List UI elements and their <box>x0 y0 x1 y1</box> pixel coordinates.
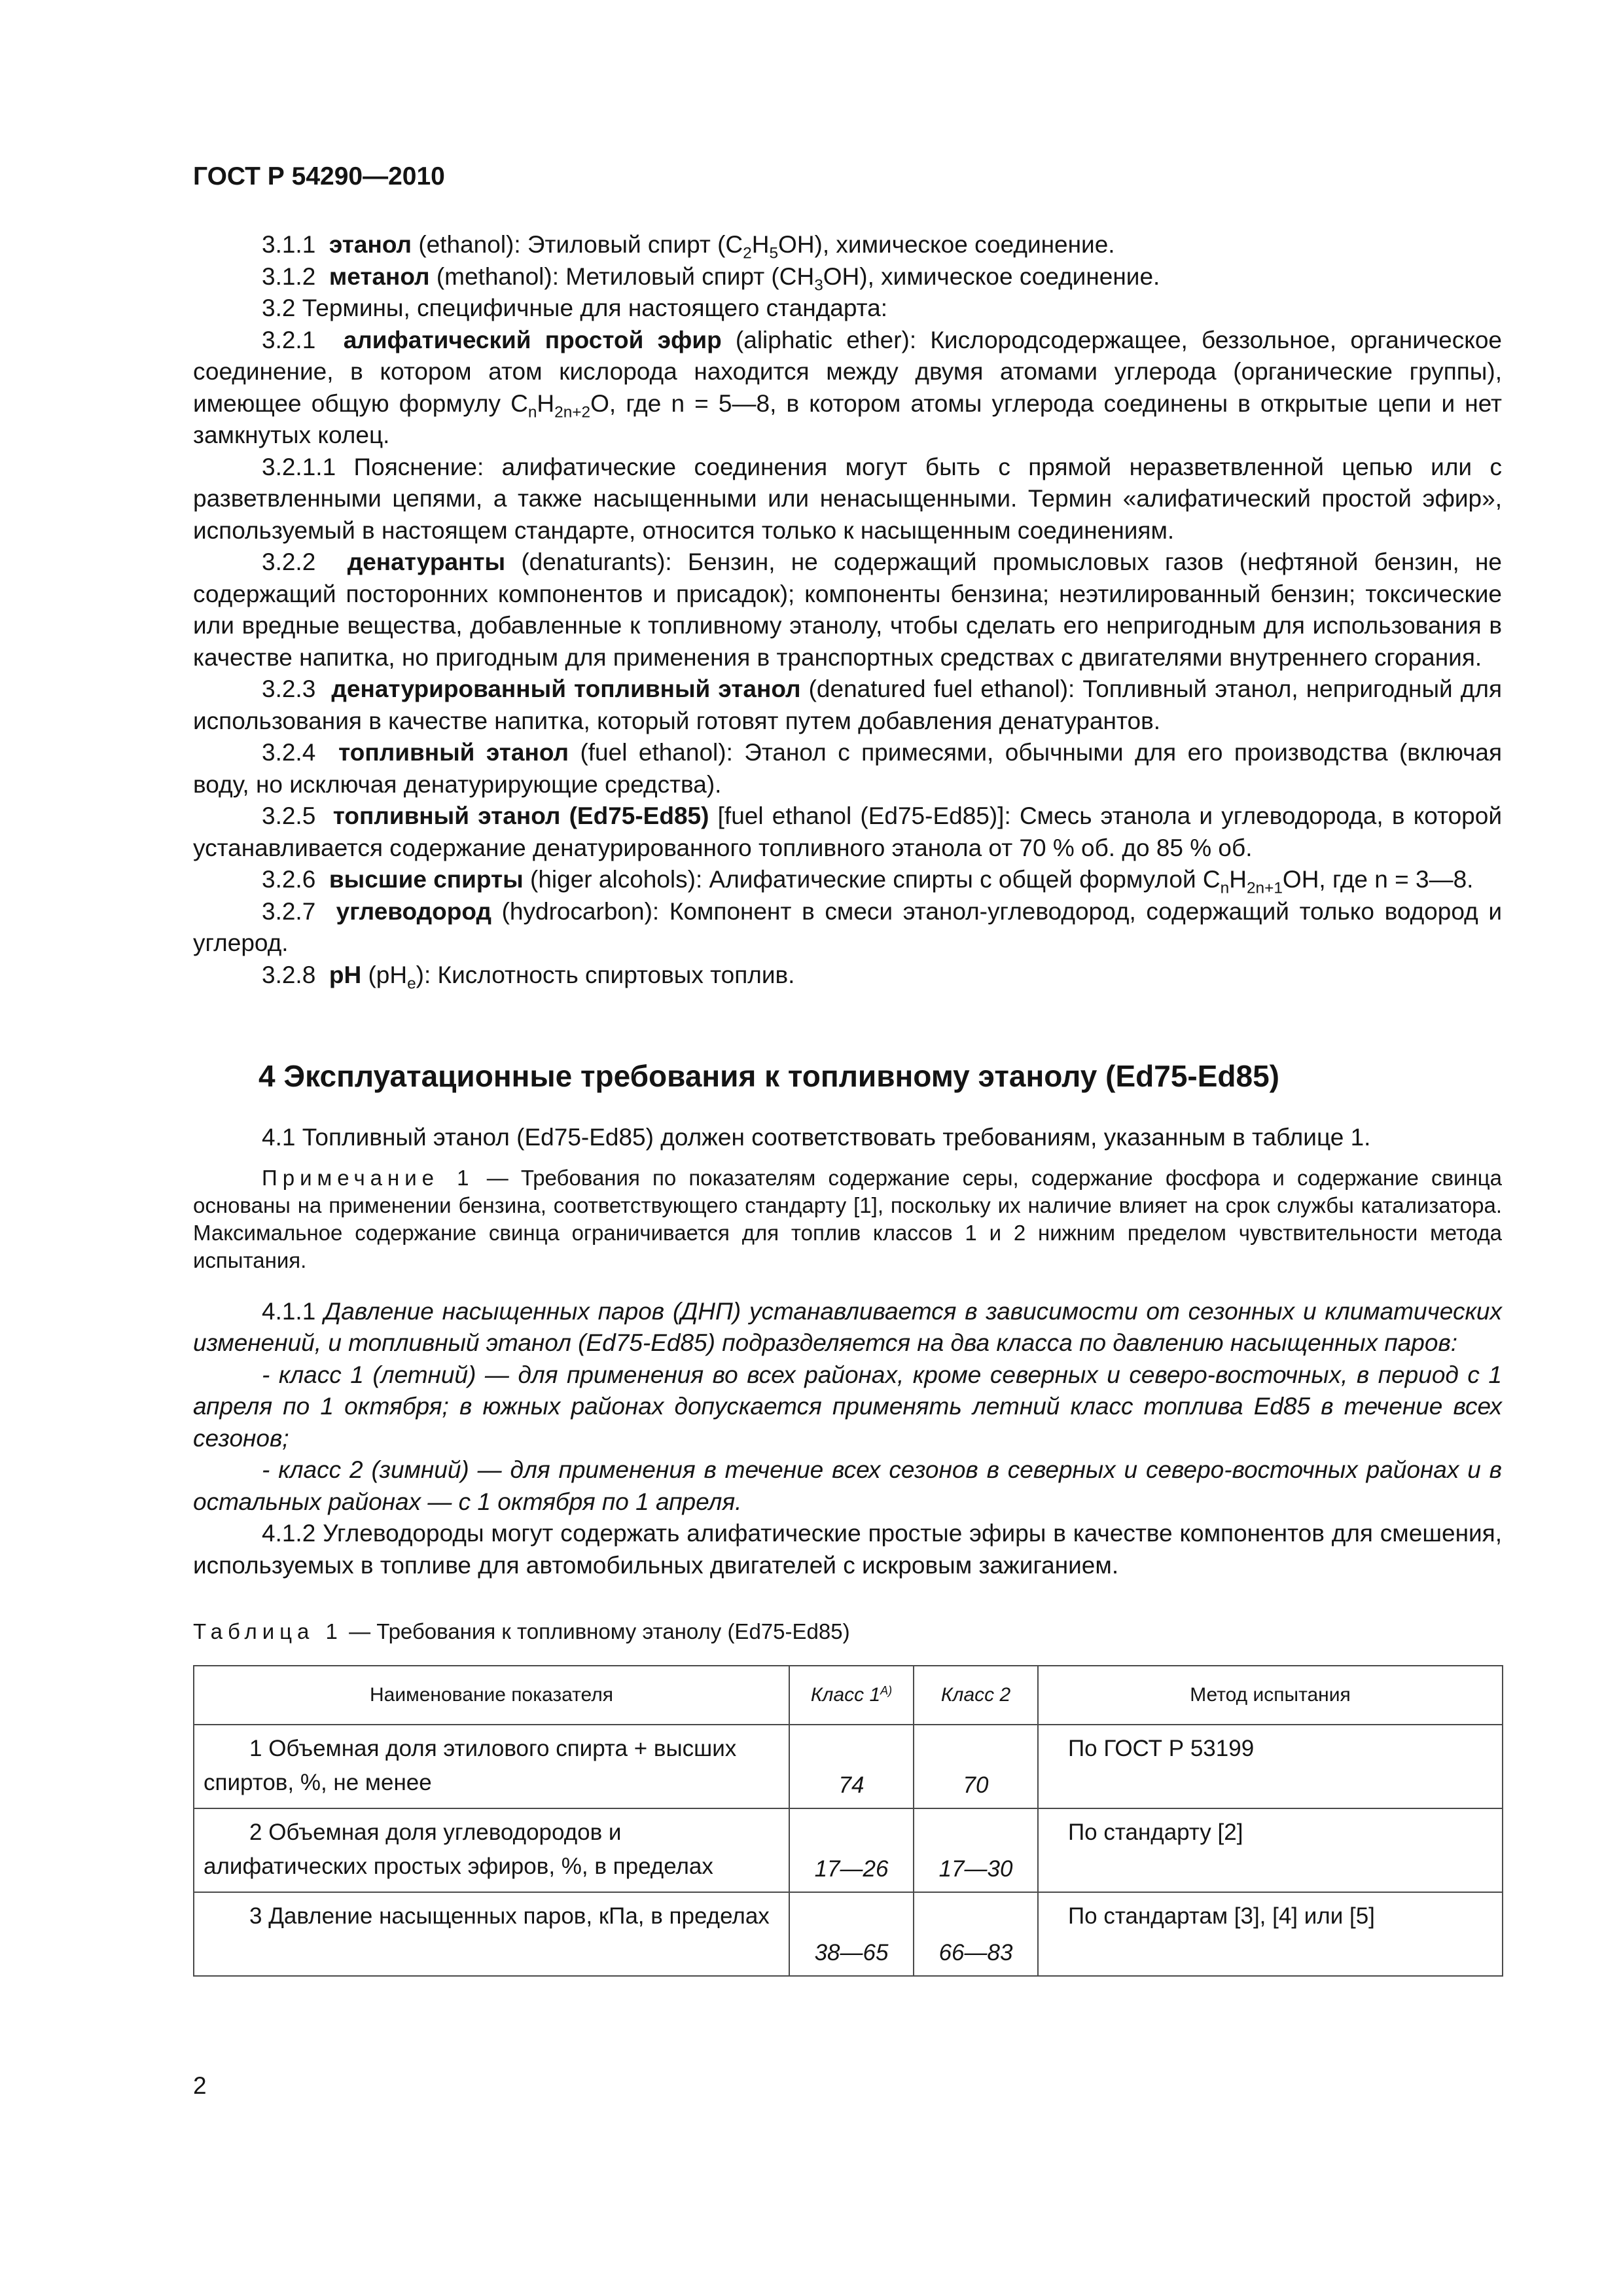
row-class-1: 38—65 <box>789 1892 914 1976</box>
table-row <box>194 1725 1503 1808</box>
paragraph-4-1-1: 4.1.1 Давление насыщенных паров (ДНП) устанавливается в зависимости от сезонных и климатических изменений, и топливный этанол (Ed75-Ed85) подразделяется на два класса по давлению насыщенных паров: <box>193 1297 1502 1356</box>
row-class-2: 17—30 <box>914 1808 1038 1892</box>
paragraph-4-1: 4.1 Топливный этанол (Ed75-Ed85) должен соответствовать требованиям, указанным в таблице 1. <box>262 1124 1371 1151</box>
paragraph-3-1-1: 3.1.1 этанол (ethanol): Этиловый спирт $(C_2H_5OH)$, химическое соединение. <box>262 231 1115 262</box>
paragraph-3-2-3: 3.2.3 денатурированный топливный этанол (denatured fuel ethanol): Топливный этанол, непригодный для использования в качестве напитка, который готовят путем добавления денатурантов. <box>193 675 1502 734</box>
row-method: По стандарту [2] <box>1038 1808 1503 1892</box>
paragraph-3-2-6: 3.2.6 высшие спирты (higer alcohols): Алифатические спирты с общей формулой $C_nH_{2n+1}OH$, где n = 3—8. <box>262 866 1474 897</box>
table-row <box>194 1808 1503 1892</box>
header-name: Наименование показателя <box>194 1666 789 1725</box>
row-method: По ГОСТ Р 53199 <box>1038 1725 1503 1808</box>
term-denaturants: денатуранты <box>347 548 506 575</box>
term-fuel-ethanol-ed75-ed85: топливный этанол (Ed75-Ed85) <box>332 802 709 829</box>
row-class-1: 74 <box>789 1725 914 1808</box>
class-2-description: - класс 2 (зимний) — для применения в течение всех сезонов в северных и северо-восточных районах и в остальных районах — с 1 октября по 1 апреля. <box>193 1456 1502 1515</box>
paragraph-3-2-1: 3.2.1 алифатический простой эфир (aliphatic ether): Кислородсодержащее, беззольное, органическое соединение, в котором атом кислорода находится между двумя атомами углерода (органические группы), имеющее общую формулу $C_nH_{2n+2}O$, где n = 5—8, в котором атомы углерода соединены в открытые цепи и нет замкнутых колец. <box>193 326 1503 448</box>
row-name: 2 Объемная доля углеводородов и алифатических простых эфиров, %, в пределах <box>194 1808 789 1892</box>
term-methanol: метанол <box>329 262 430 290</box>
header-method: Метод испытания <box>1038 1666 1503 1725</box>
requirements-table <box>193 1665 1503 1977</box>
table-header-row <box>194 1666 1503 1725</box>
class-1-description: - класс 1 (летний) — для применения во всех районах, кроме северных и северо-восточных, в период с 1 апреля по 1 октября; в южных районах допускается применять летний класс топлива Ed85 в течение всех сезонов; <box>193 1361 1502 1452</box>
paragraph-3-2-1-1: 3.2.1.1 Пояснение: алифатические соединения могут быть с прямой неразветвленной цепью или с разветвленными цепями, а также насыщенными или ненасыщенными. Термин «алифатический простой эфир», используемый в настоящем стандарте, относится только к насыщенным соединениям. <box>193 453 1502 544</box>
term-aliphatic-ether: алифатический простой эфир <box>343 326 722 353</box>
paragraph-3-2: 3.2 Термины, специфичные для настоящего стандарта: <box>262 295 887 321</box>
term-higher-alcohols: высшие спирты <box>329 866 524 893</box>
page-number: 2 <box>193 2072 207 2099</box>
term-ethanol: этанол <box>329 231 412 258</box>
term-denatured-fuel-ethanol: денатурированный топливный этанол <box>331 675 801 702</box>
paragraph-3-2-7: 3.2.7 углеводород (hydrocarbon): Компонент в смеси этанол-углеводород, содержащий только водород и углерод. <box>193 897 1502 956</box>
term-ph: pH <box>329 961 362 988</box>
row-class-2: 66—83 <box>914 1892 1038 1976</box>
paragraph-3-1-2: 3.1.2 метанол (methanol): Метиловый спирт $(CH_3OH)$, химическое соединение. <box>262 262 1160 295</box>
paragraph-3-2-5: 3.2.5 топливный этанол (Ed75-Ed85) [fuel ethanol (Ed75-Ed85)]: Смесь этанола и углеводорода, в которой устанавливается содержание денатурированного топливного этанола от 70 % об. до 85 % об. <box>193 802 1502 861</box>
table-row <box>194 1892 1503 1976</box>
paragraph-4-1-2: 4.1.2 Углеводороды могут содержать алифатические простые эфиры в качестве компонентов для смешения, используемых в топливе для автомобильных двигателей с искровым зажиганием. <box>193 1520 1502 1579</box>
term-hydrocarbon: углеводород <box>336 897 491 925</box>
row-class-2: 70 <box>914 1725 1038 1808</box>
paragraph-3-2-2: 3.2.2 денатуранты (denaturants): Бензин, не содержащий промысловых газов (нефтяной бензин, не содержащий посторонних компонентов и присадок); компоненты бензина; неэтилированный бензин; токсические или вредные вещества, добавленные к топливному этанолу, чтобы сделать его непригодным для использования в качестве напитка, но пригодным для применения в транспортных средствах с двигателями внутреннего сгорания. <box>193 548 1502 671</box>
term-fuel-ethanol: топливный этанол <box>338 739 569 766</box>
note-1: Примечание 1 — Требования по показателям содержание серы, содержание фосфора и содержание свинца основаны на применении бензина, соответствующего стандарту [1], поскольку их наличие влияет на срок службы катализатора. Максимальное содержание свинца ограничивается для топлив классов 1 и 2 нижним пределом чувствительности метода испытания. <box>193 1165 1502 1272</box>
paragraph-3-2-4: 3.2.4 топливный этанол (fuel ethanol): Этанол с примесями, обычными для его производства (включая воду, но исключая денатурирующие средства). <box>193 739 1502 798</box>
table-label: Таблица 1 <box>193 1619 343 1643</box>
header-class-2: Класс 2 <box>914 1666 1038 1725</box>
row-name: 1 Объемная доля этилового спирта + высших спиртов, %, не менее <box>194 1725 789 1808</box>
document-body <box>193 229 1502 1977</box>
section-4-heading: 4 Эксплуатационные требования к топливному этанолу (Ed75-Ed85) <box>259 1059 1280 1093</box>
row-name: 3 Давление насыщенных паров, кПа, в пределах <box>194 1892 789 1976</box>
paragraph-3-2-8: 3.2.8 pH $(pH_e)$: Кислотность спиртовых топлив. <box>262 961 795 993</box>
document-header: ГОСТ Р 54290—2010 <box>193 162 445 190</box>
table-caption: Таблица 1 — Требования к топливному этанолу (Ed75-Ed85) <box>193 1619 850 1643</box>
row-class-1: 17—26 <box>789 1808 914 1892</box>
note-label: Примечание 1 <box>262 1165 474 1190</box>
header-class-1: Класс $1^{A)}$ <box>789 1666 914 1725</box>
row-method: По стандартам [3], [4] или [5] <box>1038 1892 1503 1976</box>
